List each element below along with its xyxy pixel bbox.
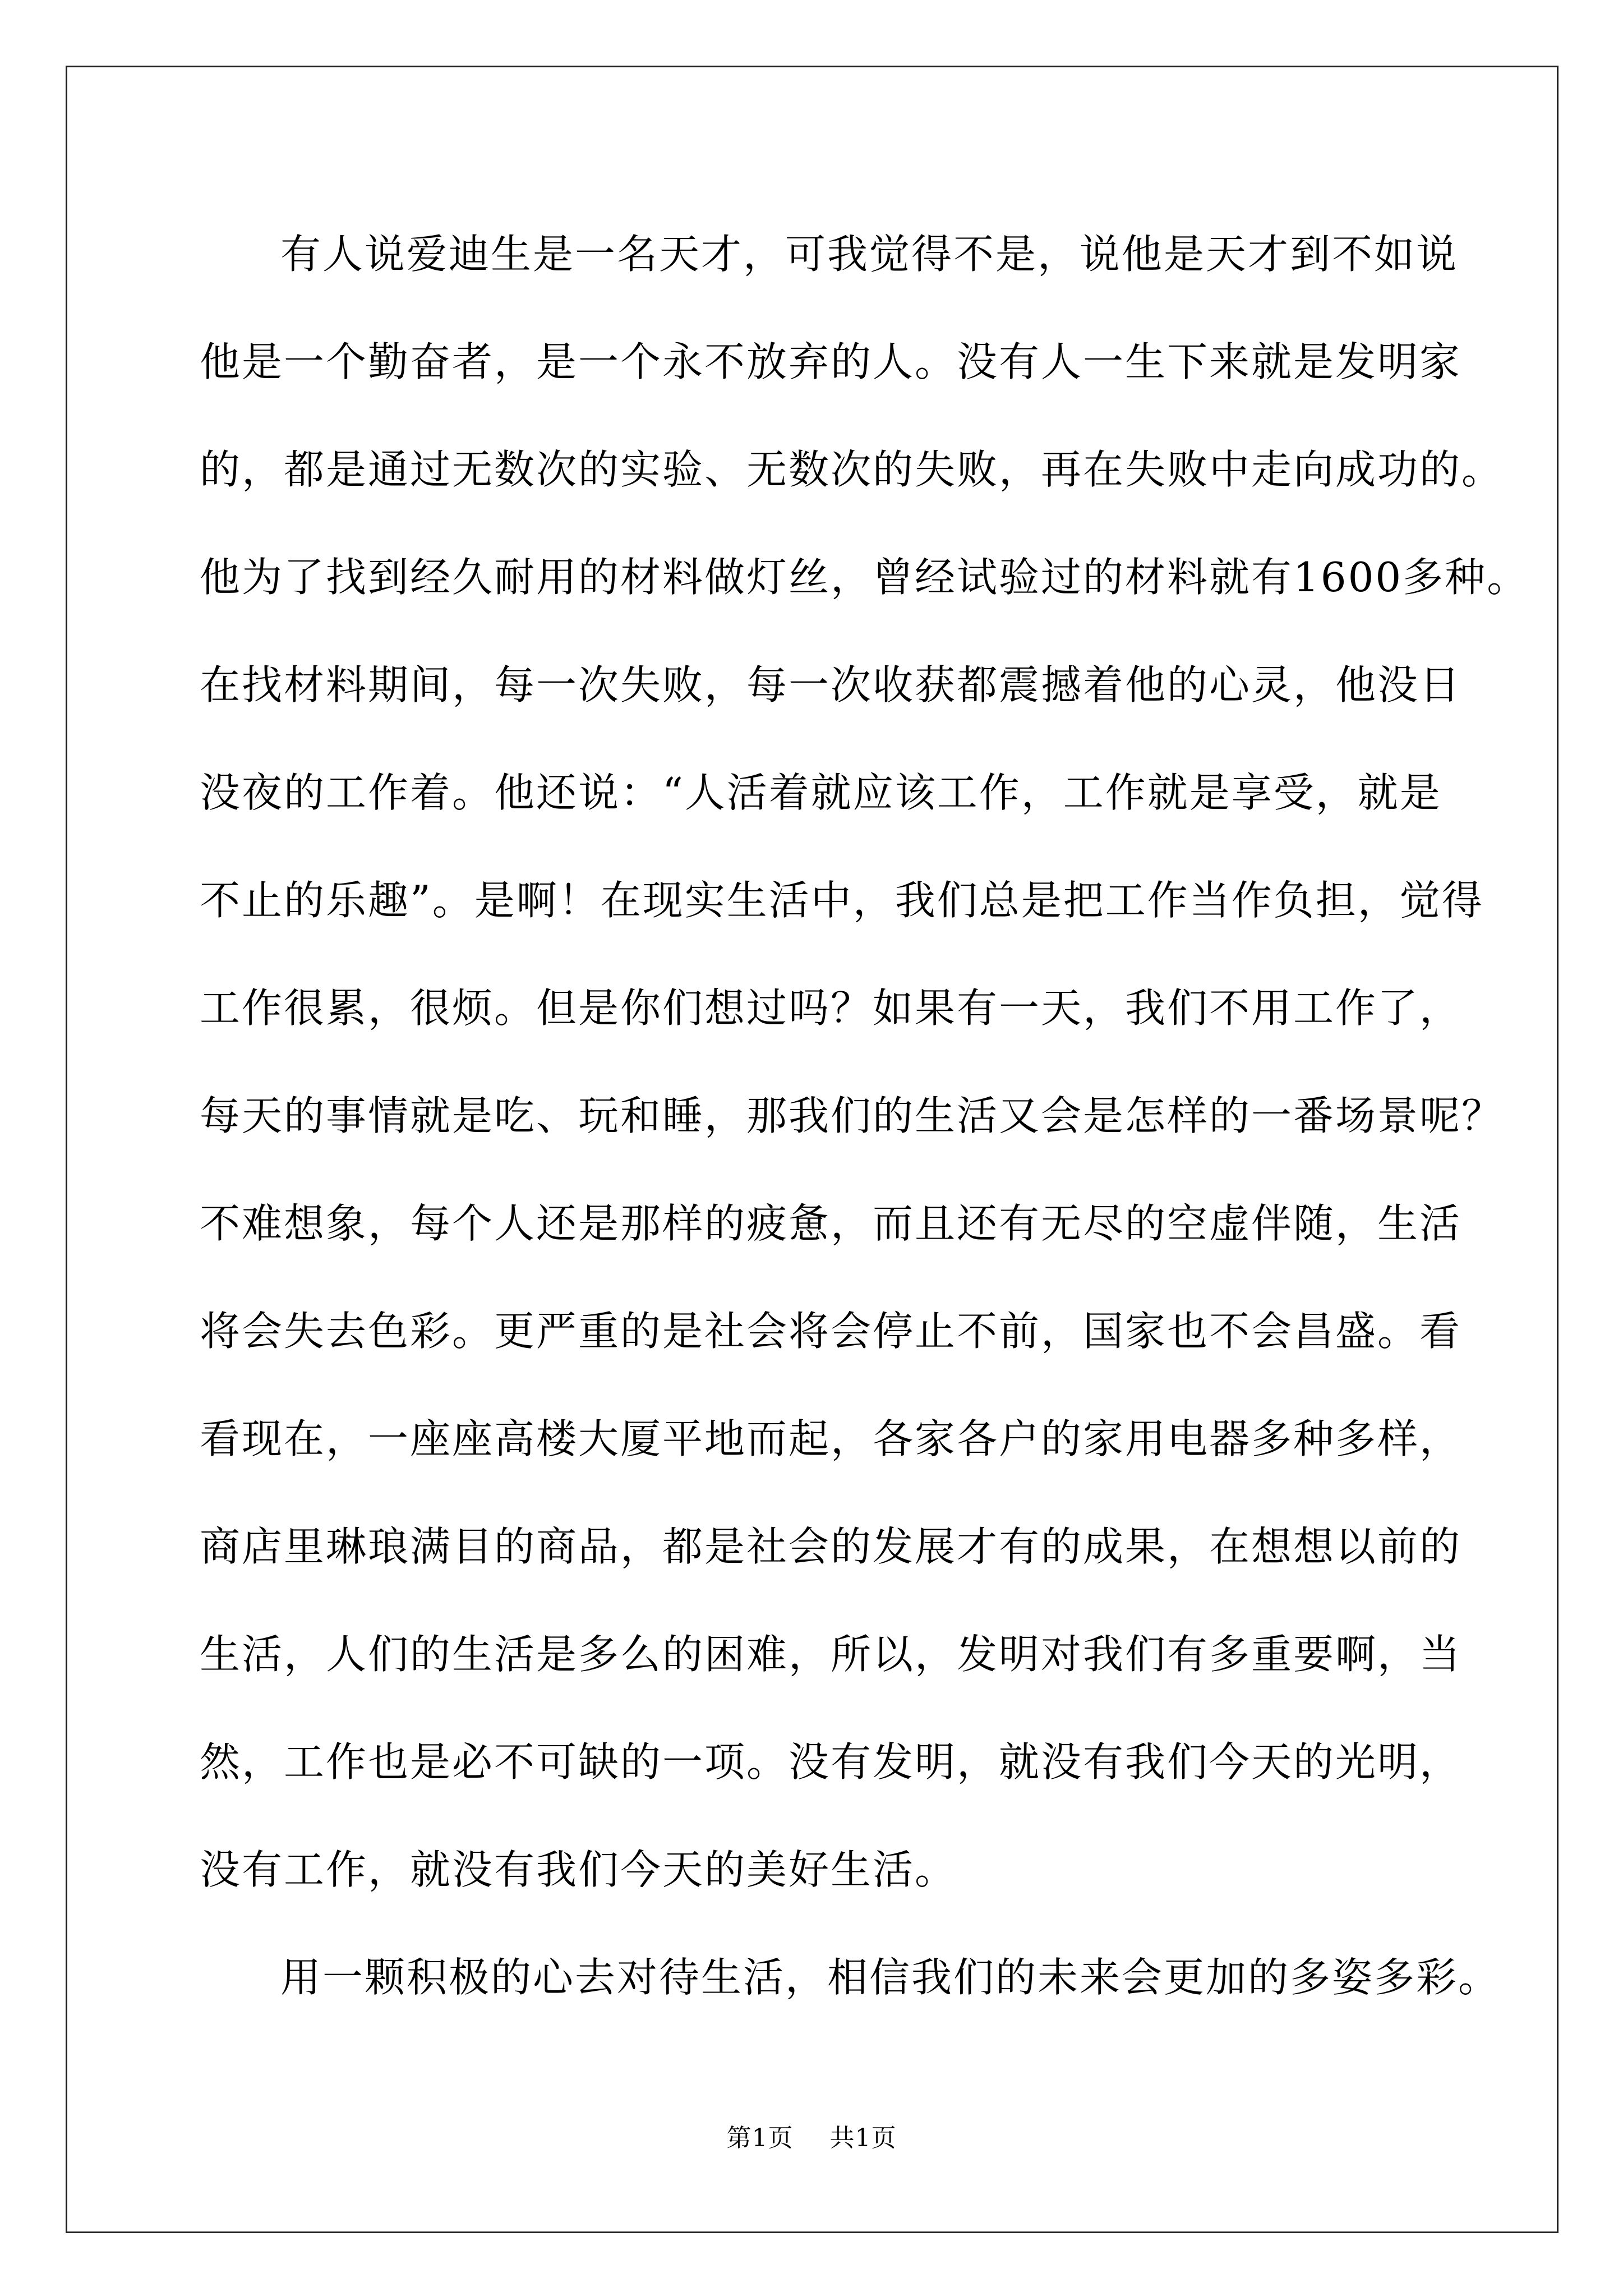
paragraph-1-line-2: 他是一个勤奋者，是一个永不放弃的人。没有人一生下来就是发明家 [200,338,1462,385]
paragraph-1-line-9: 每天的事情就是吃、玩和睡，那我们的生活又会是怎样的一番场景呢？ [200,1092,1504,1139]
document-body [200,223,1529,2054]
paragraph-1-line-10: 不难想象，每个人还是那样的疲惫，而且还有无尽的空虚伴随，生活 [200,1200,1462,1247]
paragraph-1-line-4: 他为了找到经久耐用的材料做灯丝，曾经试验过的材料就有1600多种。 [200,554,1529,601]
paragraph-1-line-16: 没有工作，就没有我们今天的美好生活。 [200,1846,957,1893]
paragraph-1-line-1: 有人说爱迪生是一名天才，可我觉得不是，说他是天才到不如说 [280,231,1459,278]
paragraph-1-line-8: 工作很累，很烦。但是你们想过吗？如果有一天，我们不用工作了， [200,984,1462,1032]
page-footer [0,2118,1623,2154]
paragraph-1-line-13: 商店里琳琅满目的商品，都是社会的发展才有的成果，在想想以前的 [200,1523,1462,1570]
paragraph-1-line-6: 没夜的工作着。他还说：“人活着就应该工作，工作就是享受，就是 [200,769,1442,816]
paragraph-1-line-14: 生活，人们的生活是多么的困难，所以，发明对我们有多重要啊，当 [200,1631,1462,1678]
paragraph-1-line-3: 的，都是通过无数次的实验、无数次的失败，再在失败中走向成功的。 [200,446,1504,493]
paragraph-1-line-7: 不止的乐趣”。是啊！在现实生活中，我们总是把工作当作负担，觉得 [200,877,1484,924]
page-number: 第1页 [726,2124,794,2152]
page-count: 共1页 [829,2124,897,2152]
paragraph-1-line-5: 在找材料期间，每一次失败，每一次收获都震撼着他的心灵，他没日 [200,661,1462,708]
paragraph-1-line-12: 看现在，一座座高楼大厦平地而起，各家各户的家用电器多种多样， [200,1415,1462,1462]
paragraph-1-line-11: 将会失去色彩。更严重的是社会将会停止不前，国家也不会昌盛。看 [200,1308,1462,1355]
paragraph-2-line-1: 用一颗积极的心去对待生活，相信我们的未来会更加的多姿多彩。 [280,1954,1501,2001]
paragraph-1-line-15: 然，工作也是必不可缺的一项。没有发明，就没有我们今天的光明， [200,1738,1462,1786]
